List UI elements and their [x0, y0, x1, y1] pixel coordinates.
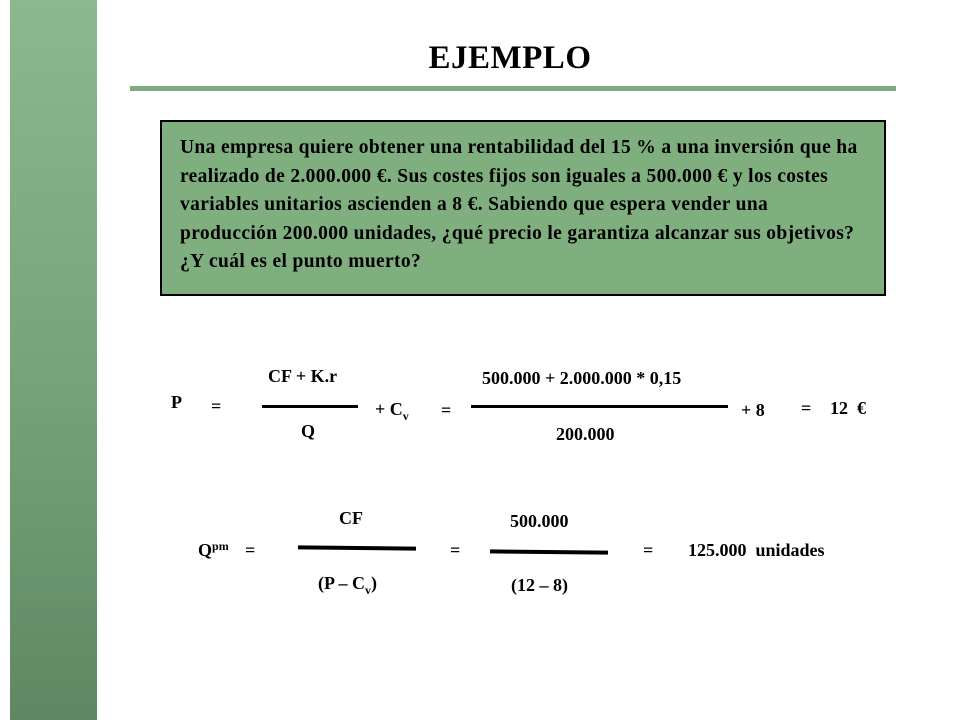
breakeven-symbol	[198, 540, 229, 561]
price-symbol: P	[171, 392, 182, 412]
equals-sign: =	[441, 400, 452, 420]
fraction-bar	[262, 405, 358, 408]
equals-sign: =	[245, 540, 256, 560]
plus-cv-term	[375, 399, 409, 423]
fraction-bar	[298, 545, 416, 550]
denominator-suffix: )	[371, 573, 377, 593]
plus-value: + 8	[741, 400, 765, 420]
numeric-denominator: 200.000	[556, 424, 615, 444]
equals-sign: =	[211, 396, 222, 416]
price-numerator: CF + K.r	[268, 366, 338, 386]
breakeven-result: 125.000 unidades	[688, 540, 825, 560]
breakeven-numerator: CF	[339, 508, 363, 528]
problem-text: Una empresa quiere obtener una rentabilidad del 15 % a una inversión que ha realizado de 2.000.000 €. Sus costes fijos son iguales a 500.000 € y los costes variables unitarios ascienden a 8 €. Sabiendo que espera vender una producción 200.000 unidades, ¿qué precio le garantiza alcanzar sus objetivos?¿Y cuál es el punto muerto?	[180, 137, 858, 273]
cv-subscript: v	[402, 409, 409, 423]
fraction-bar	[490, 549, 608, 554]
plus-cv-label: + C	[375, 399, 403, 419]
fraction-bar	[471, 405, 728, 408]
breakeven-denominator	[318, 573, 377, 597]
cv-subscript: v	[365, 583, 371, 597]
numeric-numerator: 500.000 + 2.000.000 * 0,15	[482, 368, 682, 388]
equals-sign: =	[643, 540, 654, 560]
slide-title: EJEMPLO	[428, 40, 592, 76]
price-denominator: Q	[301, 421, 316, 441]
breakeven-numeric-numerator: 500.000	[510, 511, 569, 531]
equals-sign: =	[450, 540, 461, 560]
pm-superscript: pm	[212, 539, 229, 553]
price-result: 12 €	[830, 398, 866, 418]
title-underline	[130, 86, 896, 91]
equals-sign: =	[801, 398, 812, 418]
denominator-prefix: (P – C	[318, 573, 365, 593]
problem-statement-box	[160, 120, 886, 296]
breakeven-numeric-denominator: (12 – 8)	[511, 575, 568, 595]
breakeven-q: Q	[198, 540, 213, 560]
sidebar-decoration	[10, 0, 97, 720]
